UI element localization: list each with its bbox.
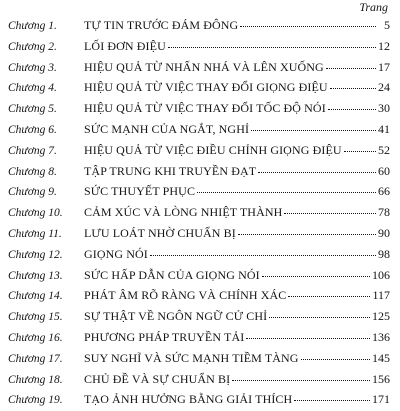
dot-leader xyxy=(284,209,376,214)
chapter-number: Chương 7. xyxy=(8,144,57,157)
chapter-title: HIỆU QUẢ TỪ VIỆC ĐIỀU CHỈNH GIỌNG ĐIỆU xyxy=(84,142,342,157)
toc-row xyxy=(8,119,390,140)
dot-leader xyxy=(328,105,376,110)
dot-leader xyxy=(238,230,376,235)
chapter-number: Chương 8. xyxy=(8,165,57,178)
chapter-number: Chương 5. xyxy=(8,103,57,116)
page-number: 125 xyxy=(372,309,390,324)
table-of-contents xyxy=(8,15,390,410)
chapter-number: Chương 11. xyxy=(8,227,62,240)
chapter-number: Chương 12. xyxy=(8,248,63,261)
toc-row xyxy=(8,57,390,78)
chapter-title: TẠO ẢNH HƯỞNG BẰNG GIẢI THÍCH xyxy=(84,392,293,407)
chapter-title: CẢM XÚC VÀ LÒNG NHIỆT THÀNH xyxy=(84,205,283,220)
dot-leader xyxy=(150,251,376,256)
chapter-title: CHỦ ĐỀ VÀ SỰ CHUẨN BỊ xyxy=(84,371,231,386)
page-number: 171 xyxy=(372,392,390,407)
chapter-title: LỐI ĐƠN ĐIỆU xyxy=(84,38,166,53)
toc-row xyxy=(8,15,390,36)
chapter-number: Chương 19. xyxy=(8,394,63,407)
dot-leader xyxy=(240,22,376,27)
chapter-number: Chương 3. xyxy=(8,61,57,74)
chapter-number: Chương 14. xyxy=(8,290,63,303)
page-number: 145 xyxy=(372,350,390,365)
toc-row xyxy=(8,369,390,390)
dot-leader xyxy=(326,64,376,69)
dot-leader xyxy=(294,396,370,401)
toc-row xyxy=(8,306,390,327)
chapter-title: HIỆU QUẢ TỪ VIỆC THAY ĐỔI GIỌNG ĐIỆU xyxy=(84,80,328,95)
chapter-title: TỰ TIN TRƯỚC ĐÁM ĐÔNG xyxy=(84,18,239,32)
page-number: 52 xyxy=(378,142,390,157)
chapter-title: TẬP TRUNG KHI TRUYỀN ĐẠT xyxy=(84,163,257,178)
dot-leader xyxy=(288,292,370,297)
toc-row xyxy=(8,140,390,161)
chapter-number: Chương 1. xyxy=(8,20,57,32)
dot-leader xyxy=(168,43,376,48)
dot-leader xyxy=(258,168,376,173)
page-number: 5 xyxy=(384,18,390,32)
page-number: 106 xyxy=(372,267,390,282)
chapter-number: Chương 6. xyxy=(8,123,57,136)
chapter-number: Chương 15. xyxy=(8,311,63,324)
chapter-title: HIỆU QUẢ TỪ NHẤN NHÁ VÀ LÊN XUỐNG xyxy=(84,59,324,74)
dot-leader xyxy=(246,334,370,339)
toc-row xyxy=(8,77,390,98)
page-number: 12 xyxy=(378,38,390,53)
chapter-title: LƯU LOÁT NHỜ CHUẨN BỊ xyxy=(84,225,236,240)
dot-leader xyxy=(301,355,370,360)
chapter-number: Chương 16. xyxy=(8,331,63,344)
toc-row xyxy=(8,181,390,202)
page-number: 117 xyxy=(372,288,390,303)
page-number: 24 xyxy=(378,80,390,95)
toc-row xyxy=(8,202,390,223)
toc-row xyxy=(8,244,390,265)
chapter-number: Chương 2. xyxy=(8,40,57,53)
chapter-title: HIỆU QUẢ TỪ VIỆC THAY ĐỔI TỐC ĐỘ NÓI xyxy=(84,101,326,116)
chapter-title: SỰ THẬT VỀ NGÔN NGỮ CỬ CHỈ xyxy=(84,309,268,324)
dot-leader xyxy=(197,188,376,193)
chapter-number: Chương 9. xyxy=(8,186,57,199)
chapter-title: SUY NGHĨ VÀ SỨC MẠNH TIỀM TÀNG xyxy=(84,350,299,365)
toc-row xyxy=(8,265,390,286)
chapter-number: Chương 17. xyxy=(8,352,63,365)
toc-row xyxy=(8,36,390,57)
chapter-title: PHƯƠNG PHÁP TRUYỀN TẢI xyxy=(84,329,245,344)
chapter-title: SỨC THUYẾT PHỤC xyxy=(84,184,196,199)
page-number: 156 xyxy=(372,371,390,386)
dot-leader xyxy=(344,147,376,152)
page-number: 90 xyxy=(378,225,390,240)
chapter-number: Chương 18. xyxy=(8,373,63,386)
chapter-number: Chương 10. xyxy=(8,207,63,220)
dot-leader xyxy=(269,313,370,318)
dot-leader xyxy=(232,376,370,381)
toc-row xyxy=(8,285,390,306)
toc-row xyxy=(8,327,390,348)
chapter-title: GIỌNG NÓI xyxy=(84,246,148,261)
toc-row xyxy=(8,98,390,119)
page-number: 78 xyxy=(378,205,390,220)
page-number: 60 xyxy=(378,163,390,178)
page-number: 17 xyxy=(378,59,390,74)
page-number: 41 xyxy=(378,121,390,136)
chapter-number: Chương 13. xyxy=(8,269,63,282)
chapter-title: SỨC MẠNH CỦA NGẮT, NGHỈ xyxy=(84,121,250,136)
chapter-number: Chương 4. xyxy=(8,82,57,95)
toc-row xyxy=(8,348,390,369)
toc-row xyxy=(8,223,390,244)
page-number: 30 xyxy=(378,101,390,116)
dot-leader xyxy=(330,84,376,89)
dot-leader xyxy=(262,272,370,277)
page-number: 66 xyxy=(378,184,390,199)
page-number: 98 xyxy=(378,246,390,261)
page-column-header: Trang xyxy=(359,0,388,14)
chapter-title: PHÁT ÂM RÕ RÀNG VÀ CHÍNH XÁC xyxy=(84,288,287,303)
page-number: 136 xyxy=(372,329,390,344)
toc-row xyxy=(8,161,390,182)
dot-leader xyxy=(251,126,376,131)
chapter-title: SỨC HẤP DẪN CỦA GIỌNG NÓI xyxy=(84,267,260,282)
